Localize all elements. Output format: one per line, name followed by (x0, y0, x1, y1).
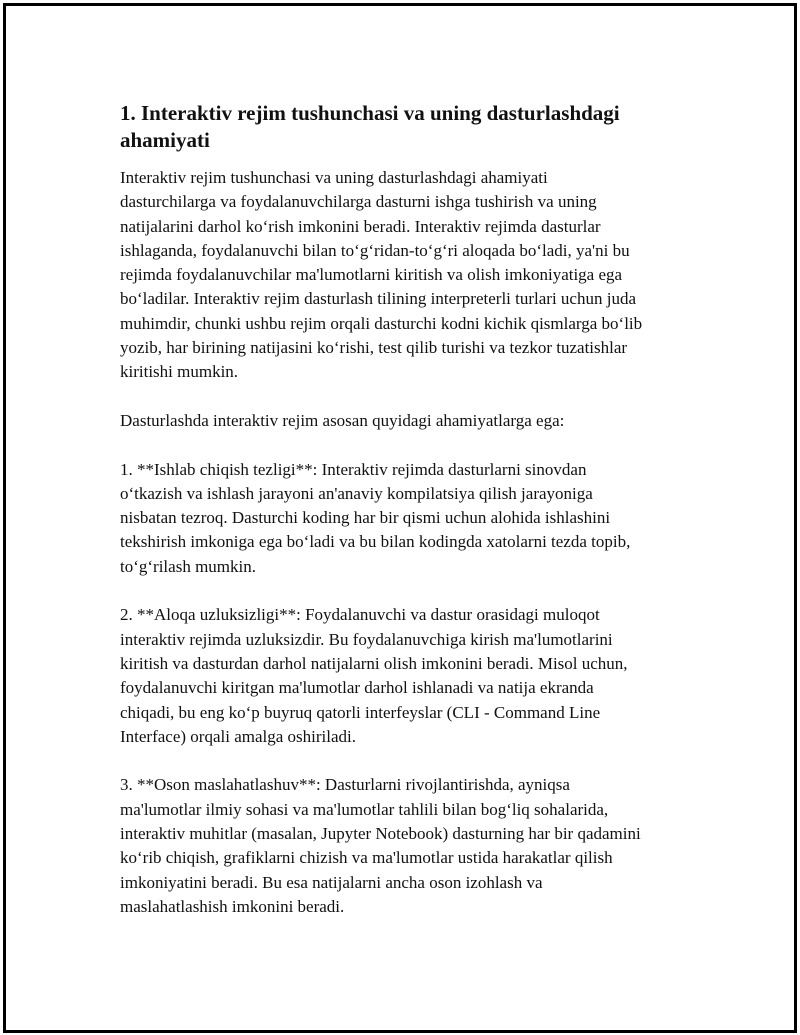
list-intro-paragraph: Dasturlashda interaktiv rejim asosan quyidagi ahamiyatlarga ega: (120, 410, 565, 430)
document-body (120, 100, 700, 944)
document-page (3, 3, 797, 1033)
list-item-paragraph: 3. **Oson maslahatlashuv**: Dasturlarni rivojlantirishda, ayniqsa ma'lumotlar ilmiy sohasi va ma'lumotlar tahlili bilan bogʻliq sohalarida, interaktiv muhitlar (masalan, Jupyter Notebook) dasturning har bir qadamini koʻrib chiqish, grafiklarni chizish va ma'lumotlar ustida harakatlar qilish imkoniyatini beradi. Bu esa natijalarni ancha oson izohlash va maslahatlashish imkonini beradi. (120, 775, 641, 916)
intro-paragraph: Interaktiv rejim tushunchasi va uning dasturlashdagi ahamiyati dasturchilarga va foydalanuvchilarga dasturni ishga tushirish va uning natijalarini darhol koʻrish imkonini beradi. Interaktiv rejimda dasturlar ishlaganda, foydalanuvchi bilan toʻgʻridan-toʻgʻri aloqada boʻladi, ya'ni bu rejimda foydalanuvchilar ma'lumotlarni kiritish va olish imkoniyatiga ega boʻladilar. Interaktiv rejim dasturlash tilining interpreterli turlari uchun juda muhimdir, chunki ushbu rejim orqali dasturchi kodni kichik qismlarga boʻlib yozib, har birining natijasini koʻrishi, test qilib turishi va tezkor tuzatishlar kiritishi mumkin. (120, 168, 643, 382)
section-heading: 1. Interaktiv rejim tushunchasi va uning dasturlashdagi ahamiyati (120, 101, 620, 152)
list-item-paragraph: 1. **Ishlab chiqish tezligi**: Interaktiv rejimda dasturlarni sinovdan oʻtkazish va ishlash jarayoni an'anaviy kompilatsiya qilish jarayoniga nisbatan tezroq. Dasturchi koding har bir qismi uchun alohida ishlashini tekshirish imkoniga ega boʻladi va bu bilan kodingda xatolarni tezda topib, toʻgʻrilash mumkin. (120, 459, 631, 576)
list-item-paragraph: 2. **Aloqa uzluksizligi**: Foydalanuvchi va dastur orasidagi muloqot interaktiv rejimda uzluksizdir. Bu foydalanuvchiga kirish ma'lumotlarini kiritish va dasturdan darhol natijalarni olish imkonini beradi. Misol uchun, foydalanuvchi kiritgan ma'lumotlar darhol ishlanadi va natija ekranda chiqadi, bu eng koʻp buyruq qatorli interfeyslar (CLI - Command Line Interface) orqali amalga oshiriladi. (120, 605, 628, 746)
